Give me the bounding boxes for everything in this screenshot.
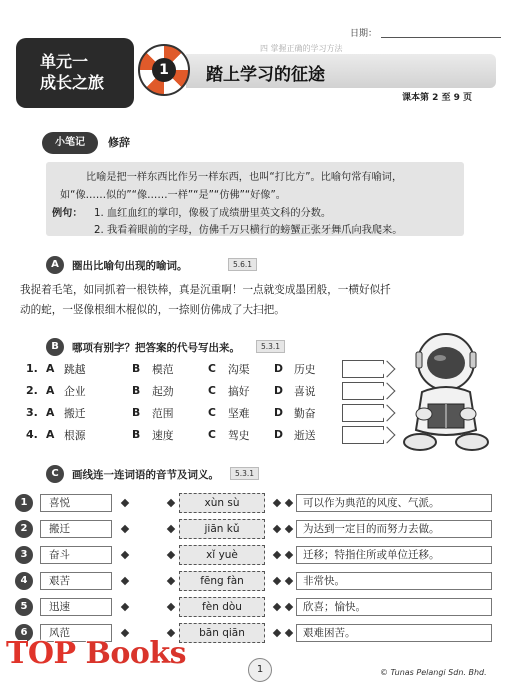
- date-line: [381, 37, 501, 38]
- option-c: C: [208, 362, 216, 375]
- word-box: 搬迁: [40, 520, 112, 538]
- lifebuoy-icon: [138, 44, 190, 96]
- meaning-box: 欣喜；愉快。: [296, 598, 492, 616]
- pinyin-box: fèn dòu: [179, 597, 265, 617]
- date-label: 日期：: [350, 29, 378, 39]
- word-box: 喜悦: [40, 494, 112, 512]
- meaning-box: 可以作为典范的风度、气派。: [296, 494, 492, 512]
- meaning-box: 非常快。: [296, 572, 492, 590]
- option-a-word: 跳越: [64, 363, 86, 376]
- row-number: 2.: [26, 384, 38, 397]
- option-a: A: [46, 384, 55, 397]
- note-label: 修辞: [108, 136, 130, 149]
- row-number-badge: 4: [15, 572, 33, 590]
- option-d-word: 勤奋: [294, 407, 316, 420]
- unit-line2: 成长之旅: [40, 73, 105, 92]
- unit-badge: [16, 38, 134, 108]
- astronaut-reading-illustration: [398, 330, 494, 456]
- connect-dot[interactable]: [285, 629, 293, 637]
- note-example-2: 2. 我看着眼前的字母，仿佛千万只横行的螃蟹正张牙舞爪向我爬来。: [94, 225, 403, 236]
- faded-subtitle: 四 掌握正确的学习方法: [260, 44, 343, 53]
- option-d-word: 历史: [294, 363, 316, 376]
- connect-dot[interactable]: [273, 603, 281, 611]
- connect-dot[interactable]: [167, 551, 175, 559]
- copyright: © Tunas Pelangi Sdn. Bhd.: [380, 668, 487, 677]
- answer-box[interactable]: [342, 404, 384, 422]
- section-a-instruction: 圈出比喻句出现的喻词。: [72, 260, 188, 272]
- option-d: D: [274, 406, 283, 419]
- row-number-badge: 5: [15, 598, 33, 616]
- option-b-word: 模范: [152, 363, 174, 376]
- option-a: A: [46, 362, 55, 375]
- word-box: 奋斗: [40, 546, 112, 564]
- answer-box[interactable]: [342, 382, 384, 400]
- option-b: B: [132, 384, 141, 397]
- connect-dot[interactable]: [273, 499, 281, 507]
- connect-dot[interactable]: [273, 577, 281, 585]
- pinyin-box: xùn sù: [179, 493, 265, 513]
- page-number: 1: [248, 658, 272, 682]
- section-b-instruction: 哪项有别字？把答案的代号写出来。: [72, 342, 240, 354]
- connect-dot[interactable]: [273, 525, 281, 533]
- option-a-word: 企业: [64, 385, 86, 398]
- row-number-badge: 6: [15, 624, 33, 642]
- connect-dot[interactable]: [285, 551, 293, 559]
- pinyin-box: fēng fàn: [179, 571, 265, 591]
- lesson-title: 踏上学习的征途: [206, 65, 325, 85]
- note-line1: 比喻是把一样东西比作另一样东西，也叫“打比方”。比喻句常有喻词，: [86, 172, 403, 183]
- option-b: B: [132, 362, 141, 375]
- option-a: A: [46, 428, 55, 441]
- answer-box[interactable]: [342, 426, 384, 444]
- row-number: 3.: [26, 406, 38, 419]
- section-b-code: 5.3.1: [256, 340, 285, 353]
- section-a-passage-line1[interactable]: 我捉着毛笔，如同抓着一根铁棒，真是沉重啊！一点就变成墨团般，一横好似扦: [20, 284, 391, 296]
- note-pill: 小笔记: [42, 132, 98, 154]
- connect-dot[interactable]: [167, 499, 175, 507]
- option-c-word: 驾史: [228, 429, 250, 442]
- option-b-word: 范围: [152, 407, 174, 420]
- option-c: C: [208, 406, 216, 419]
- option-c-word: 沟渠: [228, 363, 250, 376]
- connect-dot[interactable]: [167, 577, 175, 585]
- option-d: D: [274, 384, 283, 397]
- connect-dot[interactable]: [273, 551, 281, 559]
- logo-top: TOP: [6, 636, 76, 671]
- connect-dot[interactable]: [121, 603, 129, 611]
- connect-dot[interactable]: [121, 499, 129, 507]
- option-c: C: [208, 428, 216, 441]
- unit-line1: 单元一: [40, 52, 89, 71]
- word-box: 迅速: [40, 598, 112, 616]
- option-a: A: [46, 406, 55, 419]
- pinyin-box: xǐ yuè: [179, 545, 265, 565]
- option-d: D: [274, 362, 283, 375]
- option-c-word: 坚难: [228, 407, 250, 420]
- lesson-number: 1: [152, 58, 176, 82]
- connect-dot[interactable]: [285, 577, 293, 585]
- word-box: 艰苦: [40, 572, 112, 590]
- note-line2: 如“像……似的”“像……一样”“是”“仿佛”“好像”。: [60, 190, 286, 201]
- section-c-instruction: 画线连一连词语的音节及词义。: [72, 469, 219, 481]
- answer-box[interactable]: [342, 360, 384, 378]
- date-field: [350, 26, 501, 39]
- pinyin-box: bān qiān: [179, 623, 265, 643]
- option-a-word: 搬迁: [64, 407, 86, 420]
- option-d: D: [274, 428, 283, 441]
- word-box: 风范: [40, 624, 112, 642]
- option-b-word: 速度: [152, 429, 174, 442]
- logo-books: Books: [85, 636, 187, 671]
- connect-dot[interactable]: [273, 629, 281, 637]
- row-number-badge: 3: [15, 546, 33, 564]
- meaning-box: 艰难困苦。: [296, 624, 492, 642]
- section-a-code: 5.6.1: [228, 258, 257, 271]
- note-example-1: 1. 血红血红的掌印，像极了成绩册里英文科的分数。: [94, 208, 332, 219]
- connect-dot[interactable]: [167, 525, 175, 533]
- topbooks-logo: [6, 636, 186, 671]
- meaning-box: 为达到一定目的而努力去做。: [296, 520, 492, 538]
- pinyin-box: jiān kǔ: [179, 519, 265, 539]
- connect-dot[interactable]: [121, 525, 129, 533]
- row-number: 4.: [26, 428, 38, 441]
- connect-dot[interactable]: [285, 603, 293, 611]
- meaning-box: 迁移；特指住所或单位迁移。: [296, 546, 492, 564]
- section-a-passage-line2[interactable]: 动的蛇，一竖像根细木棍似的，一捺则仿佛成了大扫把。: [20, 304, 285, 316]
- option-b-word: 起劲: [152, 385, 174, 398]
- row-number-badge: 2: [15, 520, 33, 538]
- connect-dot[interactable]: [285, 525, 293, 533]
- textbook-pages: 课本第 2 至 9 页: [402, 93, 473, 103]
- section-c-code: 5.3.1: [230, 467, 259, 480]
- section-a-badge: A: [46, 256, 64, 274]
- option-d-word: 逝送: [294, 429, 316, 442]
- section-b-badge: B: [46, 338, 64, 356]
- option-b: B: [132, 406, 141, 419]
- option-a-word: 根源: [64, 429, 86, 442]
- option-d-word: 喜说: [294, 385, 316, 398]
- row-number: 1.: [26, 362, 38, 375]
- connect-dot[interactable]: [121, 551, 129, 559]
- option-c-word: 搞好: [228, 385, 250, 398]
- option-c: C: [208, 384, 216, 397]
- connect-dot[interactable]: [285, 499, 293, 507]
- connect-dot[interactable]: [167, 603, 175, 611]
- row-number-badge: 1: [15, 494, 33, 512]
- note-example-label: 例句：: [52, 208, 83, 219]
- connect-dot[interactable]: [121, 577, 129, 585]
- option-b: B: [132, 428, 141, 441]
- section-c-badge: C: [46, 465, 64, 483]
